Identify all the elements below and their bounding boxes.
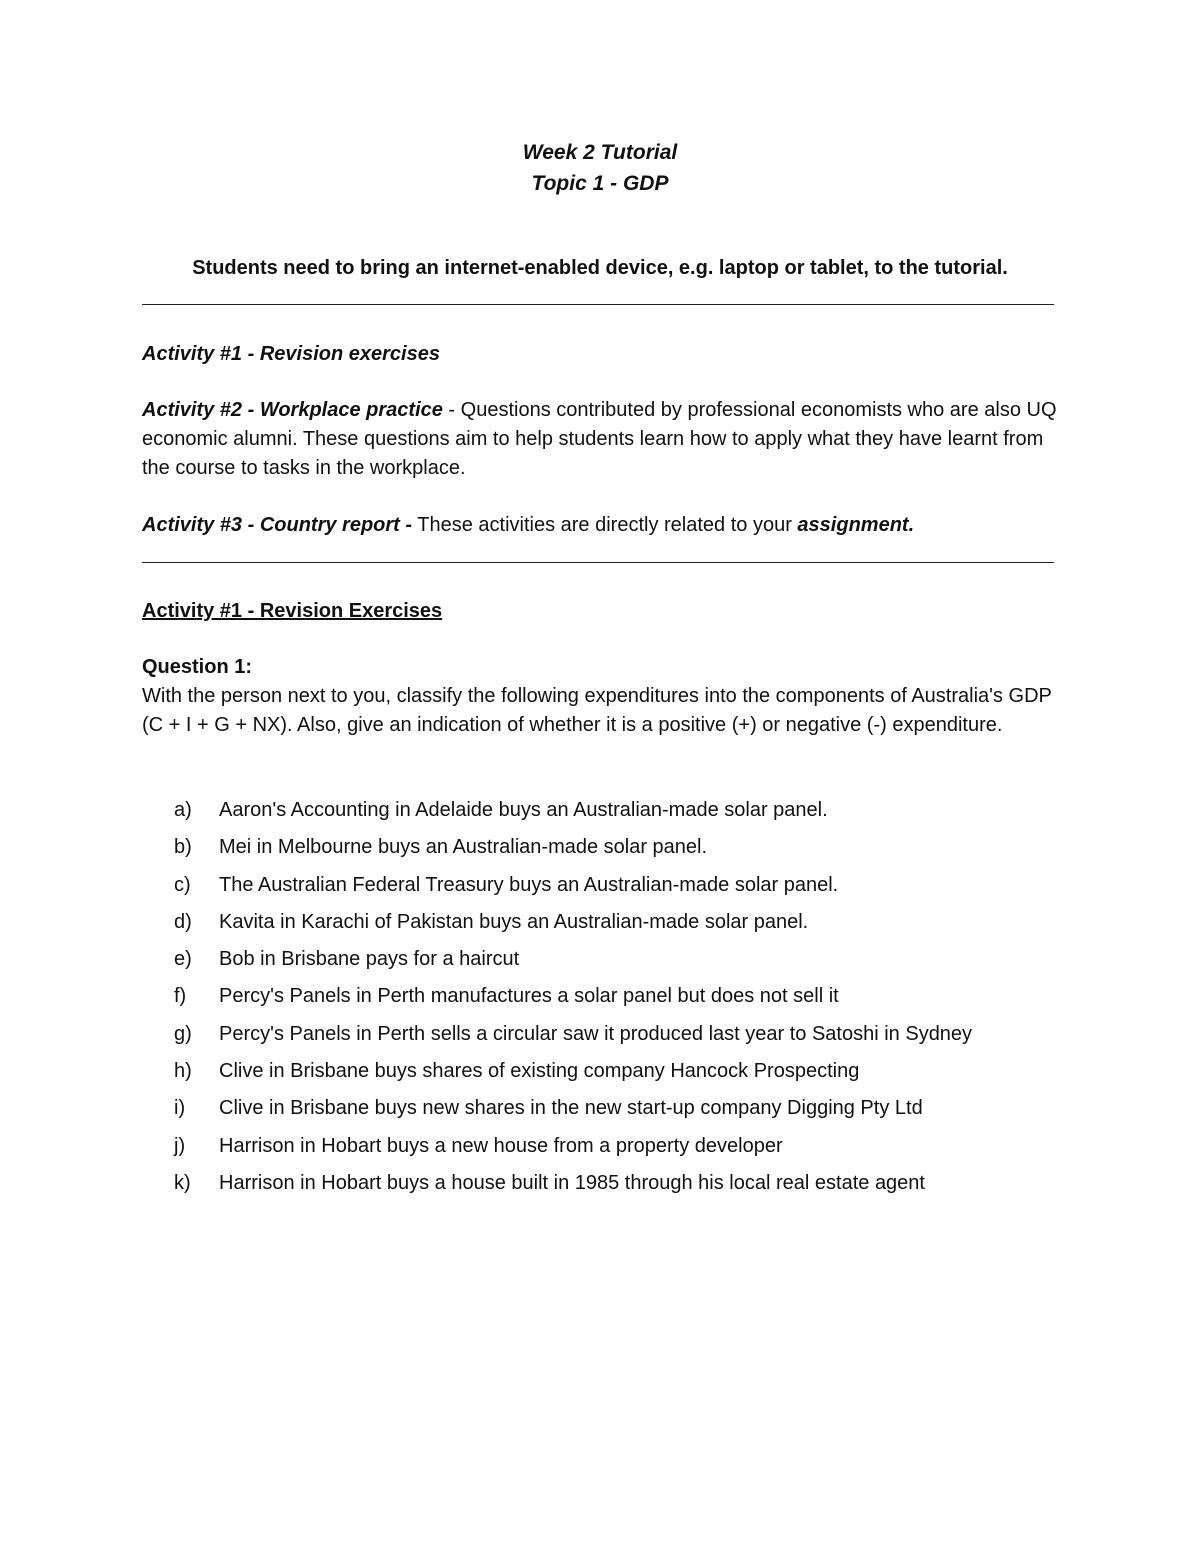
list-item <box>174 1058 1074 1095</box>
question-1 <box>142 653 1057 740</box>
list-item <box>174 834 1074 871</box>
item-text: Clive in Brisbane buys shares of existing company Hancock Prospecting <box>219 1060 860 1083</box>
item-text: Percy's Panels in Perth manufactures a solar panel but does not sell it <box>219 985 839 1008</box>
activity-1-overview <box>142 340 1057 369</box>
item-text: Harrison in Hobart buys a house built in 1985 through his local real estate agent <box>219 1171 925 1194</box>
list-item <box>174 983 1074 1020</box>
divider-top <box>142 304 1054 305</box>
page-title: Week 2 Tutorial <box>522 141 678 164</box>
item-letter: g) <box>174 1022 192 1045</box>
list-item <box>174 1021 1074 1058</box>
item-letter: k) <box>174 1171 191 1194</box>
item-text: Kavita in Karachi of Pakistan buys an Australian-made solar panel. <box>219 910 809 933</box>
activity-1-label: Activity #1 - Revision exercises <box>142 343 440 365</box>
activity-3-overview <box>142 511 1057 540</box>
section-heading: Activity #1 - Revision Exercises <box>142 600 443 622</box>
page-subtitle: Topic 1 - GDP <box>531 172 669 195</box>
item-text: Mei in Melbourne buys an Australian-made solar panel. <box>219 836 708 859</box>
item-letter: f) <box>174 985 187 1008</box>
item-letter: j) <box>174 1134 186 1157</box>
list-item <box>174 946 1074 983</box>
activity-3-label: Activity #3 - Country report - <box>142 514 413 536</box>
item-letter: c) <box>174 873 191 896</box>
item-letter: d) <box>174 910 192 933</box>
item-letter: b) <box>174 836 192 859</box>
item-text: The Australian Federal Treasury buys an Australian-made solar panel. <box>219 873 839 896</box>
activity-2-label: Activity #2 - Workplace practice <box>142 399 443 421</box>
item-letter: h) <box>174 1060 192 1083</box>
item-letter: e) <box>174 948 192 971</box>
item-text: Clive in Brisbane buys new shares in the new start-up company Digging Pty Ltd <box>219 1097 923 1120</box>
list-item <box>174 872 1074 909</box>
item-text: Aaron's Accounting in Adelaide buys an Australian-made solar panel. <box>219 799 828 821</box>
activity-3-emphasis: assignment. <box>797 514 915 536</box>
section-heading-wrap <box>142 597 1057 626</box>
list-item <box>174 1170 1074 1207</box>
item-letter: i) <box>174 1097 186 1120</box>
list-item <box>174 909 1074 946</box>
list-item <box>174 797 1074 834</box>
question-label: Question 1: <box>142 656 253 678</box>
item-text: Bob in Brisbane pays for a haircut <box>219 948 520 971</box>
item-letter: a) <box>174 799 192 821</box>
expenditure-list <box>174 797 1074 1207</box>
question-text: With the person next to you, classify the following expenditures into the components of Australia's GDP (C + I + G + NX). Also, give an indication of whether it is a positive (+) or negative (-) expenditure. <box>142 685 1052 736</box>
list-item <box>174 1095 1074 1132</box>
item-text: Harrison in Hobart buys a new house from a property developer <box>219 1134 783 1157</box>
list-item <box>174 1133 1074 1170</box>
activity-2-overview <box>142 396 1057 483</box>
activity-2-description: - Questions contributed by professional economists who are also UQ economic alumni. These questions aim to help students learn how to apply what they have learnt from the course to tasks in the workplace. <box>142 399 1057 479</box>
device-notice: Students need to bring an internet-enabled device, e.g. laptop or tablet, to the tutorial. <box>192 257 1008 279</box>
activity-3-description: These activities are directly related to your <box>412 514 798 536</box>
item-text: Percy's Panels in Perth sells a circular saw it produced last year to Satoshi in Sydney <box>219 1022 973 1045</box>
divider-bottom <box>142 562 1054 563</box>
